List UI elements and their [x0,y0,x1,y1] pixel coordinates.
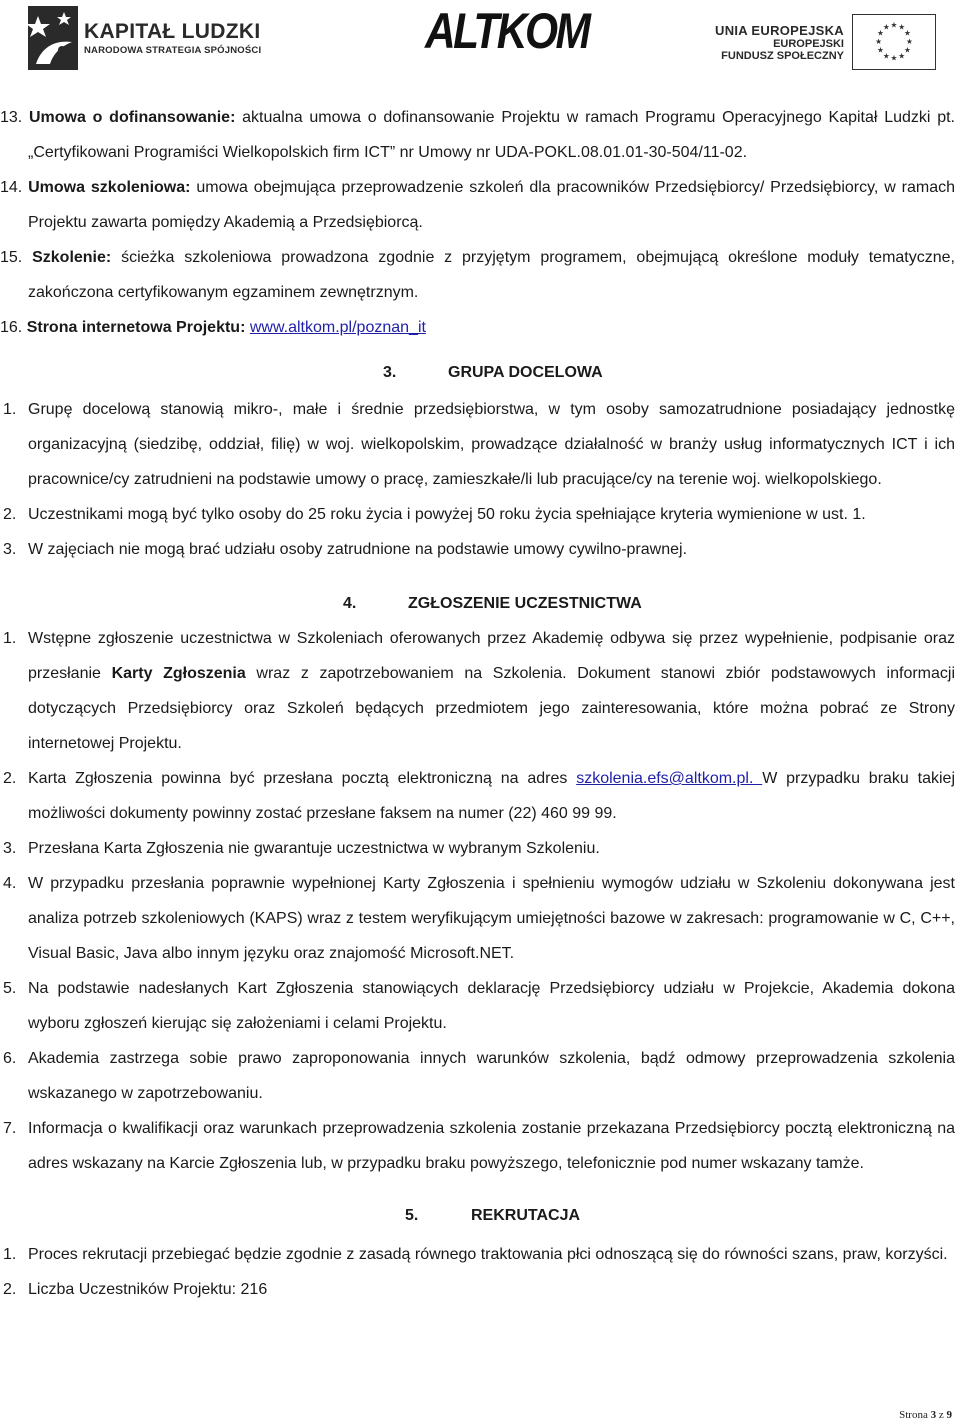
section-4-item-4 [0,866,960,971]
item-number: 1. [3,401,17,418]
item-number: 3. [3,541,17,558]
definition-label: Umowa szkoleniowa: [28,179,191,196]
section-number: 4. [343,595,357,612]
page-separator: z [938,1409,944,1421]
svg-text:★: ★ [898,51,906,61]
email-link[interactable]: szkolenia.efs@altkom.pl. [576,770,763,787]
item-text: Grupę docelową stanowią mikro-, małe i średnie przedsiębiorstwa, w tym osoby samozatrudnione posiadający jednostkę organizacyjną (siedzibę, oddział, filię) w woj. wielkopolskim, prowadzące działalność w branży usług informatycznych ICT i ich pracownice/cy zatrudnieni na podstawie umowy o pracę, zamieszkałe/li lub pracujące/cy na terenie woj. wielkopolskiego. [28,401,955,488]
item-text: Akademia zastrzega sobie prawo zaproponowania innych warunków szkolenia, bądź odmowy przeprowadzenia szkolenia wskazanego w zapotrzebowaniu. [28,1050,955,1102]
item-number: 1. [3,1246,17,1263]
definition-number: 13. [0,109,23,126]
item-text: Uczestnikami mogą być tylko osoby do 25 roku życia i powyżej 50 roku życia spełniające kryteria wymienione w ust. 1. [28,506,866,523]
section-4-item-2 [0,761,960,831]
definition-label: Szkolenie: [32,249,112,266]
definition-number: 16. [0,319,23,336]
registration-form-name: Karty Zgłoszenia [111,665,246,682]
section-title: REKRUTACJA [471,1207,581,1224]
page-header [0,0,960,82]
section-4-item-6 [0,1041,960,1111]
svg-text:★: ★ [904,45,911,55]
kapital-ludzki-emblem-icon [28,6,78,70]
svg-text:★: ★ [875,36,883,46]
section-number: 3. [383,364,397,381]
item-number: 3. [3,840,17,857]
eu-flag-icon [852,14,936,70]
svg-text:★: ★ [882,22,890,32]
eu-logo [715,14,936,70]
item-number: 4. [3,875,17,892]
item-text: W przypadku braku takiej możliwości dokumenty powinny zostać przesłane faksem na numer (22) 460 99 99. [28,770,955,822]
section-4-item-1 [0,621,960,761]
section-title: GRUPA DOCELOWA [448,364,603,381]
svg-text:★: ★ [890,53,898,63]
section-number: 5. [405,1207,419,1224]
section-4-item-7 [0,1111,960,1181]
svg-text:★: ★ [898,22,906,32]
section-4-item-3 [0,831,960,866]
svg-text:★: ★ [904,28,911,38]
page-number [899,1409,952,1421]
item-text: Na podstawie nadesłanych Kart Zgłoszenia stanowiących deklarację Przedsiębiorcy udziału w Projekcie, Akademia dokona wyboru zgłoszeń kierując się założeniami i celami Projektu. [28,980,955,1032]
definition-label: Strona internetowa Projektu: [26,319,246,336]
definition-label: Umowa o dofinansowanie: [29,109,236,126]
item-text: Informacja o kwalifikacji oraz warunkach przeprowadzenia szkolenia zostanie przekazana Przedsiębiorcy pocztą elektroniczną na adres wskazany na Karcie Zgłoszenia lub, w przypadku braku powyższego, telefonicznie pod numer wskazany tamże. [28,1120,955,1172]
item-text: Karta Zgłoszenia powinna być przesłana pocztą elektroniczną na adres [28,770,577,787]
section-5-heading [0,1203,960,1237]
kapital-ludzki-logo [28,6,261,70]
item-number: 2. [3,506,17,523]
eu-fund-line2: FUNDUSZ SPOŁECZNY [721,49,844,62]
section-3-item-2 [0,497,960,532]
definition-15 [0,240,960,310]
definition-text: aktualna umowa o dofinansowanie Projektu w ramach Programu Operacyjnego Kapitał Ludzki pt. „Certyfikowani Programiści Wielkopolskich firm ICT” nr Umowy nr UDA-POKL.08.01.01-30-504/11-02. [28,109,955,161]
section-5-item-1 [0,1237,960,1272]
section-5-item-2 [0,1272,960,1307]
svg-text:★: ★ [905,36,913,46]
definition-13 [0,100,960,170]
item-text: W zajęciach nie mogą brać udziału osoby zatrudnione na podstawie umowy cywilno-prawnej. [28,541,688,558]
item-text: Przesłana Karta Zgłoszenia nie gwarantuje uczestnictwa w wybranym Szkoleniu. [28,840,600,857]
svg-text:★: ★ [890,20,898,30]
section-4-item-5 [0,971,960,1041]
item-number: 1. [3,630,17,647]
definition-14 [0,170,960,240]
document-body [0,100,960,1307]
definition-number: 15. [0,249,23,266]
item-text: Proces rekrutacji przebiegać będzie zgodnie z zasadą równego traktowania płci odnoszącą się do równości szans, praw, korzyści. [28,1246,948,1263]
item-text: W przypadku przesłania poprawnie wypełnionej Karty Zgłoszenia i spełnieniu wymogów udziału w Szkoleniu dokonywana jest analiza potrzeb szkoleniowych (KAPS) wraz z testem weryfikującym umiejętności bazowe w zakresach: programowanie w C, C++, Visual Basic, Java albo innym języku oraz znajomość Microsoft.NET. [28,875,955,962]
altkom-logo: ALTKOM [425,3,589,59]
section-title: ZGŁOSZENIE UCZESTNICTWA [408,595,642,612]
section-4-heading [0,587,960,621]
section-3-item-3 [0,532,960,567]
eu-fund-line1: EUROPEJSKI [773,37,844,50]
item-number: 2. [3,770,17,787]
item-number: 2. [3,1281,17,1298]
definition-number: 14. [0,179,23,196]
item-text: Liczba Uczestników Projektu: 216 [28,1281,268,1298]
svg-text:★: ★ [877,28,884,38]
item-text: wraz z zapotrzebowaniem na Szkolenia. Dokument stanowi zbiór podstawowych informacji dotyczących Przedsiębiorcy oraz Szkoleń będących przedmiotem jego zainteresowania, które można pobrać ze Strony internetowej Projektu. [28,665,956,752]
section-3-item-1 [0,392,960,497]
item-number: 7. [3,1120,17,1137]
kapital-ludzki-title: KAPITAŁ LUDZKI [84,20,261,43]
item-text: Wstępne zgłoszenie uczestnictwa w Szkoleniach oferowanych przez Akademię odbywa się przez wypełnienie, podpisanie oraz przesłanie [28,630,955,682]
current-page: 3 [930,1409,937,1421]
svg-text:★: ★ [877,45,884,55]
definition-16 [0,310,960,345]
eu-title: UNIA EUROPEJSKA [715,22,844,38]
item-number: 5. [3,980,17,997]
page-label: Strona [899,1409,928,1421]
project-website-link[interactable]: www.altkom.pl/poznan_it [249,319,426,336]
svg-text:★: ★ [882,51,890,61]
kapital-ludzki-subtitle: NARODOWA STRATEGIA SPÓJNOŚCI [84,45,262,56]
definition-text: ścieżka szkoleniowa prowadzona zgodnie z przyjętym programem, obejmującą określone moduły tematyczne, zakończona certyfikowanym egzaminem zewnętrznym. [28,249,955,301]
section-3-heading [0,358,960,392]
definition-text: umowa obejmująca przeprowadzenie szkoleń dla pracowników Przedsiębiorcy/ Przedsiębiorcy, w ramach Projektu zawarta pomiędzy Akademią a Przedsiębiorcą. [28,179,956,231]
item-number: 6. [3,1050,17,1067]
total-pages: 9 [946,1409,952,1421]
